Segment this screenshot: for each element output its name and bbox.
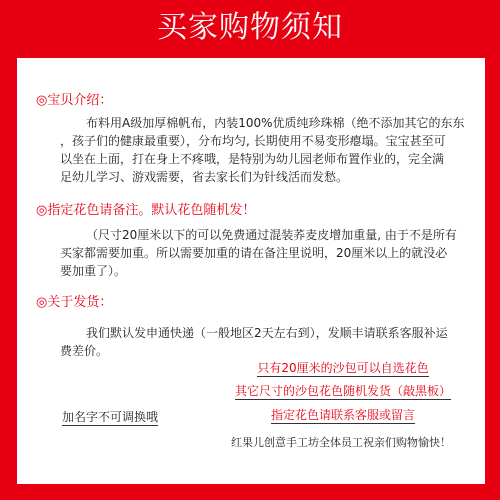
name-note: 加名字不可调换哦	[62, 410, 159, 424]
signoff: 红果儿创意手工坊全体员工祝亲们购物愉快！	[231, 436, 451, 449]
section-shipping-heading: ◎关于发货：	[36, 295, 113, 310]
color-line: 要加重了）。	[60, 264, 127, 278]
notice-line	[230, 359, 456, 377]
color-line: （尺寸20厘米以下的可以免费通过混装荞麦皮增加重量, 由于不是所有	[86, 228, 457, 242]
shipping-line: 我们默认发申通快递（一般地区2天左右到），发顺丰请联系客服补运	[86, 326, 448, 340]
section-product-heading: ◎宝贝介绍：	[36, 93, 113, 108]
section-color-heading: ◎指定花色请备注。默认花色随机发！	[36, 203, 256, 218]
product-line: 以坐在上面，打在身上不疼哦，是特别为幼儿园老师布置作业的，完全满	[60, 152, 445, 166]
color-line: 买家都需要加重。所以需要加重的请在备注里说明，20厘米以上的就没必	[60, 246, 448, 260]
product-line: 布料用A级加厚棉帆布，内装100%优质纯珍珠棉（绝不添加其它的东东	[86, 116, 465, 130]
notice-line	[230, 406, 456, 424]
section-color-body	[60, 226, 457, 280]
notice-text: 其它尺寸的沙包花色随机发货（敲黑板）	[234, 384, 451, 398]
product-line: ，孩子们的健康最重要），分布均匀, 长期使用不易变形瘪塌。宝宝甚至可	[60, 134, 446, 148]
section-product-body	[60, 114, 465, 186]
notice-text: 指定花色请联系客服或留言	[270, 408, 415, 422]
page-title: 买家购物须知	[157, 10, 343, 45]
section-shipping-body	[60, 324, 448, 360]
name-note-wrap	[62, 408, 158, 426]
notice-line	[210, 382, 476, 400]
shipping-line: 费差价。	[60, 344, 109, 358]
notice-text: 只有20厘米的沙包可以自选花色	[257, 361, 429, 375]
product-line: 足幼儿学习、游戏需要，省去家长们为针线活而发愁。	[60, 170, 349, 184]
